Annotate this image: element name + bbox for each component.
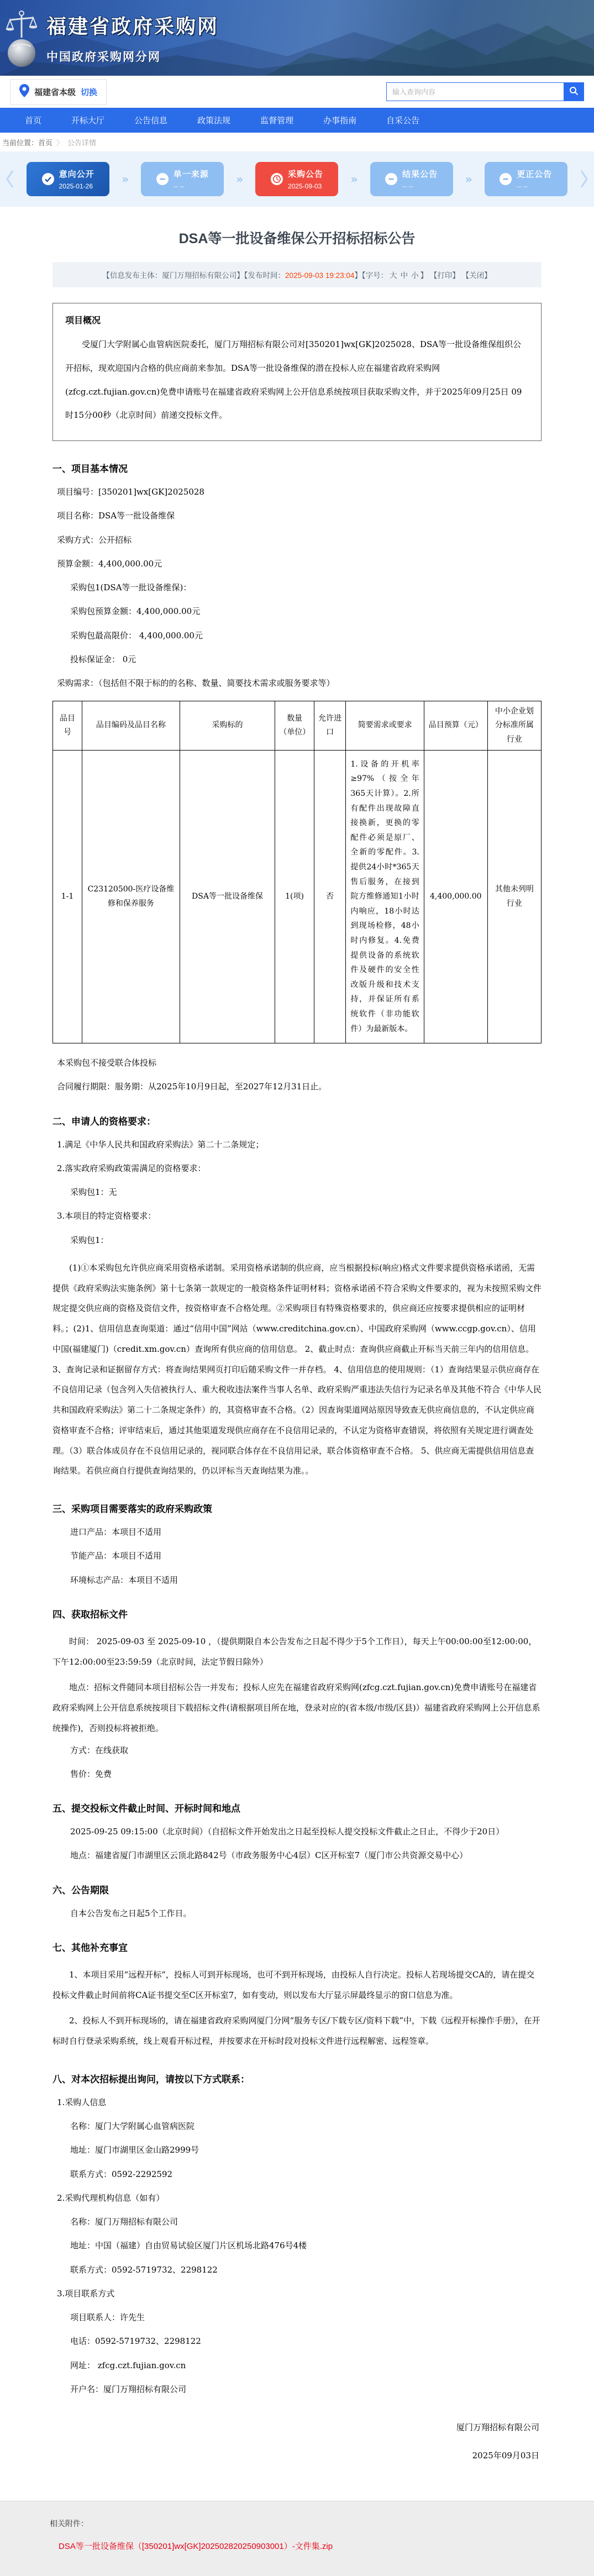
announcement-title: DSA等一批设备维保公开招标招标公告 bbox=[178, 231, 416, 246]
nav-item-policies[interactable]: 政策法规 bbox=[197, 116, 231, 125]
step-date: -- -- bbox=[402, 182, 413, 190]
step-correction-announcement[interactable] bbox=[485, 162, 567, 196]
region-name: 福建省本级 bbox=[34, 87, 76, 97]
col-header-subject: 采购标的 bbox=[180, 701, 275, 751]
step-procurement-announcement[interactable] bbox=[255, 162, 338, 196]
breadcrumb-current: 公告详情 bbox=[67, 138, 97, 147]
nav-item-guide[interactable]: 办事指南 bbox=[323, 116, 357, 125]
step-label: 结果公告 bbox=[402, 170, 438, 179]
steps-next-arrow[interactable] bbox=[580, 169, 588, 189]
site-subtitle: 中国政府采购网分网 bbox=[46, 51, 161, 64]
purchaser-name: 名称：厦门大学附属心血管病医院 bbox=[70, 2121, 195, 2132]
qualification-line: 2.落实政府采购政策需满足的资格要求： bbox=[57, 1163, 206, 1173]
field-project-code: 项目编号：[350201]wx[GK]2025028 bbox=[57, 487, 204, 497]
project-overview-box bbox=[52, 303, 542, 441]
step-date: 2025-01-26 bbox=[59, 182, 93, 190]
table-header-row bbox=[53, 701, 542, 751]
site-title: 福建省政府采购网 bbox=[46, 15, 219, 38]
announcement-meta bbox=[52, 262, 542, 287]
step-arrow-icon: » bbox=[465, 172, 472, 186]
search-input[interactable] bbox=[386, 82, 564, 101]
breadcrumb bbox=[0, 133, 594, 151]
minus-icon bbox=[385, 173, 397, 185]
section-1-heading: 一、项目基本情况 bbox=[52, 464, 128, 474]
minus-icon bbox=[500, 173, 512, 185]
announcement-period: 自本公告发布之日起5个工作日。 bbox=[70, 1908, 192, 1918]
step-result-announcement[interactable] bbox=[370, 162, 453, 196]
project-account-name: 开户名：厦门万翔招标有限公司 bbox=[70, 2384, 187, 2394]
supplementary-paragraph-2: 2、投标人不到开标现场的，请在福建省政府采购网厦门分网“服务专区/下载专区/资料下载”中，下载《远程开标操作手册》，在开标时自行登录采购系统，线上观看开标过程，并按要求在开标时段对投标文件进行远程解密、远程签章。 bbox=[52, 2016, 540, 2047]
agency-name: 名称：厦门万翔招标有限公司 bbox=[70, 2217, 178, 2227]
col-header-item-budget: 品目预算（元） bbox=[424, 701, 487, 751]
step-label: 更正公告 bbox=[517, 170, 553, 179]
field-budget-amount: 预算金额：4,400,000.00元 bbox=[57, 558, 162, 569]
close-button[interactable]: 【关闭】 bbox=[461, 271, 492, 280]
qualification-line: 1.满足《中华人民共和国政府采购法》第二十二条规定； bbox=[57, 1139, 264, 1150]
progress-steps bbox=[0, 151, 594, 207]
breadcrumb-home-link[interactable]: 首页 bbox=[38, 138, 53, 147]
cell-quantity: 1(项) bbox=[275, 750, 314, 1043]
col-header-import-allowed: 允许进口 bbox=[314, 701, 345, 751]
search-button[interactable] bbox=[564, 82, 584, 101]
agency-contact: 联系方式：0592-5719732、2298122 bbox=[70, 2264, 218, 2275]
step-date: -- -- bbox=[517, 182, 528, 190]
col-header-item-code-name: 品目编码及品目名称 bbox=[82, 701, 180, 751]
meta-publisher: 【信息发布主体：厦门万翔招标有限公司】【发布时间： bbox=[102, 271, 286, 280]
qualification-line: 采购包1：无 bbox=[70, 1187, 117, 1198]
bid-opening-place: 地点：福建省厦门市湖里区云顶北路842号（市政务服务中心4层）C区开标室7（厦门市公共资源交易中心） bbox=[70, 1850, 468, 1861]
site-logo-icon bbox=[6, 6, 38, 71]
font-size-large-button[interactable]: 大 bbox=[390, 271, 397, 280]
steps-prev-arrow[interactable] bbox=[6, 169, 14, 189]
section-7-heading: 七、其他补充事宜 bbox=[52, 1942, 128, 1953]
sub-header bbox=[0, 76, 594, 108]
cell-item-budget: 4,400,000.00 bbox=[424, 750, 487, 1043]
overview-body: 受厦门大学附属心血管病医院委托，厦门万翔招标有限公司对[350201]wx[GK]2025028、DSA等一批设备维保组织公开招标，现欢迎国内合格的供应商前来参加。DSA等一批设备维保的潜在投标人应在福建省政府采购网(zfcg.czt.fujian.gov.cn)免费申请账号在福建省政府采购网上公开信息系统按项目获取采购文件，并于2025年09月25日 09时15分00秒（北京时间）前递交投标文件。 bbox=[65, 339, 522, 421]
items-table bbox=[52, 701, 542, 1043]
check-icon bbox=[42, 173, 54, 185]
policy-environmental-label: 环境标志产品：本项目不适用 bbox=[70, 1575, 178, 1585]
doc-obtain-time: 时间： 2025-09-03 至 2025-09-10 ，（提供期限自本公告发布之日起不得少于5个工作日），每天上午00:00:00至12:00:00，下午12:00:00至23:59:59（北京时间，法定节假日除外） bbox=[52, 1636, 537, 1667]
purchaser-group-title: 1.采购人信息 bbox=[57, 2097, 107, 2107]
col-header-quantity: 数量（单位） bbox=[275, 701, 314, 751]
policy-energy-saving: 节能产品：本项目不适用 bbox=[70, 1551, 162, 1561]
step-single-source[interactable] bbox=[141, 162, 224, 196]
field-bid-bond: 投标保证金： 0元 bbox=[70, 654, 136, 664]
step-arrow-icon: » bbox=[350, 172, 358, 186]
nav-item-announcements[interactable]: 公告信息 bbox=[134, 116, 168, 125]
step-date: -- -- bbox=[173, 182, 185, 190]
signature-block bbox=[52, 2421, 542, 2461]
cell-item-no: 1-1 bbox=[53, 750, 82, 1043]
step-arrow-icon: » bbox=[122, 172, 129, 186]
overview-heading: 项目概况 bbox=[65, 316, 101, 326]
field-package-budget: 采购包预算金额：4,400,000.00元 bbox=[70, 606, 201, 617]
project-contact-person: 项目联系人：许先生 bbox=[70, 2312, 145, 2323]
attachment-file-link[interactable]: DSA等一批设备维保（[350201]wx[GK]202502820250903001）-文件集.zip bbox=[59, 2542, 333, 2552]
field-demand-note: 采购需求：（包括但不限于标的的名称、数量、简要技术需求或服务要求等） bbox=[57, 678, 335, 688]
cell-import-allowed: 否 bbox=[314, 750, 345, 1043]
field-package-title: 采购包1(DSA等一批设备维保)： bbox=[70, 583, 192, 592]
supplementary-paragraph-1: 1、本项目采用“远程开标”，投标人可到开标现场，也可不到开标现场，由投标人自行决定。投标人若现场提交CA的，请在提交投标文件截止时间前将CA证书提交至C区开标室7，如有变动，则以发布大厅显示屏最终显示的窗口信息为准。 bbox=[52, 1969, 535, 2000]
cell-sme-industry: 其他未列明行业 bbox=[487, 750, 541, 1043]
purchaser-address: 地址：厦门市湖里区金山路2999号 bbox=[70, 2145, 199, 2155]
section-6-heading: 六、公告期限 bbox=[52, 1885, 109, 1896]
section-4-heading: 四、获取招标文件 bbox=[52, 1609, 128, 1620]
location-pin-icon bbox=[19, 84, 29, 100]
meta-publish-time: 2025-09-03 19:23:04 bbox=[285, 271, 355, 280]
nav-item-bid-hall[interactable]: 开标大厅 bbox=[71, 116, 105, 125]
agency-group-title: 2.采购代理机构信息（如有） bbox=[57, 2192, 165, 2203]
signature-date: 2025年09月03日 bbox=[472, 2451, 539, 2461]
project-contact-website: 网址： zfcg.czt.fujian.gov.cn bbox=[70, 2360, 186, 2370]
breadcrumb-separator-icon: 〉 bbox=[56, 138, 64, 147]
policy-import-products: 进口产品：本项目不适用 bbox=[70, 1527, 162, 1538]
section-3-heading: 三、采购项目需要落实的政府采购政策 bbox=[52, 1504, 212, 1515]
section-2-heading: 二、申请人的资格要求： bbox=[52, 1116, 156, 1127]
project-contact-phone: 电话：0592-5719732、2298122 bbox=[70, 2336, 201, 2347]
font-size-small-button[interactable]: 小 bbox=[411, 271, 419, 280]
attachments-section bbox=[0, 2501, 594, 2576]
step-label: 意向公开 bbox=[59, 170, 94, 179]
search-icon bbox=[569, 86, 579, 97]
print-button[interactable]: 【打印】 bbox=[429, 271, 460, 280]
minus-icon bbox=[156, 173, 169, 185]
note-no-consortium: 本采购包不接受联合体投标 bbox=[57, 1058, 157, 1068]
doc-obtain-place: 地点：招标文件随同本项目招标公告一并发布；投标人应先在福建省政府采购网(zfcg.czt.fujian.gov.cn)免费申请账号在福建省政府采购网上公开信息系统按项目下载招标文件(请根据项目所在地，登录对应的(省本级/市级/区县)）福建省政府采购网上公开信息系统操作)，否则投标将被拒绝。 bbox=[52, 1682, 540, 1733]
doc-obtain-way: 方式：在线获取 bbox=[70, 1745, 129, 1755]
cell-requirements: 1.设备的开机率≥97%（按全年365天计算）。2.所有配件出现故障直接换新，更换的零配件必须是原厂、全新的零配件。3.提供24小时*365天售后服务，在接到院方维修通知1小时内响应，18小时达到现场检修，48小时内修复。4.免费提供设备的系统软件及硬件的安全性改版升级和技术支持，并保证所有系统软件（非功能软件）为最新版本。 bbox=[346, 750, 424, 1043]
note-contract-period: 合同履行期限：服务期：从2025年10月9日起，至2027年12月31日止。 bbox=[57, 1082, 327, 1092]
site-banner bbox=[0, 0, 594, 76]
nav-item-home[interactable]: 首页 bbox=[25, 116, 42, 125]
meta-text: 】 bbox=[420, 271, 428, 280]
step-label: 单一来源 bbox=[173, 170, 209, 179]
field-project-name: 项目名称：DSA等一批设备维保 bbox=[57, 511, 175, 521]
search-box bbox=[386, 82, 584, 101]
field-package-max-price: 采购包最高限价： 4,400,000.00元 bbox=[70, 630, 203, 641]
signature-company: 厦门万翔招标有限公司 bbox=[456, 2422, 539, 2433]
cell-subject: DSA等一批设备维保 bbox=[180, 750, 275, 1043]
breadcrumb-prefix: 当前位置： bbox=[2, 138, 39, 147]
col-header-sme-industry: 中小企业划分标准所属行业 bbox=[487, 701, 541, 751]
field-procurement-method: 采购方式：公开招标 bbox=[57, 534, 132, 545]
table-row bbox=[53, 750, 542, 1043]
agency-address: 地址：中国（福建）自由贸易试验区厦门片区机场北路476号4楼 bbox=[70, 2241, 307, 2251]
font-size-medium-button[interactable]: 中 bbox=[400, 271, 408, 280]
meta-text: 】【字号： bbox=[354, 271, 388, 280]
section-8-heading: 八、对本次招标提出询问，请按以下方式联系： bbox=[52, 2074, 250, 2085]
col-header-requirements: 简要需求或要求 bbox=[346, 701, 424, 751]
qualification-detail-paragraph: (1)①本采购包允许供应商采用资格承诺制。采用资格承诺制的供应商，应当根据投标(响应)格式文件要求提供资格承诺函，无需提供《政府采购法实施条例》第十七条第一款规定的一般资格条件证明材料；资格承诺函不符合采购文件要求的，视为未按照采购文件规定提交供应商的资格及资信文件，按资格审查不合格处理。②采购项目有特殊资格要求的，供应商还应按要求提供相应的证明材料。；(2)1、信用信息查询渠道：通过“信用中国”网站（www.creditchina.gov.cn）、中国政府采购网（www.ccgp.gov.cn）、信用中国(福建厦门)（credit.xm.gov.cn）查询所有供应商的信用信息。 2、截止时点：查询供应商截止开标当天前三年内的信用信息。 3、查询记录和证据留存方式：将查询结果网页打印后随采购文件一并存档。 4、信用信息的使用规则：（1）查询结果显示供应商存在不良信用记录（包含列入失信被执行人、重大税收违法案件当事人名单、政府采购严重违法失信行为记录名单及其他不符合《中华人民共和国政府采购法》第二十二条规定条件）的，其资格审查不合格。（2）因查询渠道网站原因导致查无供应商信息的，不认定供应商资格审查不合格；评审结束后，通过其他渠道发现供应商存在不良信用记录的，不认定为资格审查错误，将依照有关规定进行调查处理。（3）联合体成员存在不良信用记录的，视同联合体存在不良信用记录，联合体资格审查不合格。 5、供应商无需提供信用信息查询结果。若供应商自行提供查询结果的，仍以评标当天查询结果为准。。 bbox=[52, 1262, 542, 1476]
doc-obtain-price: 售价：免费 bbox=[70, 1769, 112, 1779]
step-arrow-icon: » bbox=[236, 172, 244, 186]
purchaser-contact: 联系方式：0592-2292592 bbox=[70, 2169, 173, 2179]
region-selector bbox=[10, 79, 107, 105]
step-label: 采购公告 bbox=[287, 170, 323, 179]
qualification-line: 采购包1： bbox=[70, 1235, 109, 1245]
nav-item-supervision[interactable]: 监督管理 bbox=[260, 116, 294, 125]
col-header-item-no: 品目号 bbox=[53, 701, 82, 751]
announcement-document bbox=[0, 207, 594, 2501]
main-nav bbox=[0, 108, 594, 133]
qualification-line: 3.本项目的特定资格要求： bbox=[57, 1211, 156, 1221]
clock-icon bbox=[271, 173, 283, 185]
project-contact-group-title: 3.项目联系方式 bbox=[57, 2288, 115, 2299]
nav-item-self-procurement[interactable]: 自采公告 bbox=[386, 116, 420, 125]
bid-deadline: 2025-09-25 09:15:00（北京时间）（自招标文件开始发出之日起至投标人提交投标文件截止之日止，不得少于20日） bbox=[70, 1827, 504, 1837]
region-switch-link[interactable]: 切换 bbox=[81, 87, 98, 97]
attachments-label: 相关附件： bbox=[50, 2519, 88, 2528]
cell-item-code-name: C23120500-医疗设备维修和保养服务 bbox=[82, 750, 180, 1043]
step-intent-publicity[interactable] bbox=[27, 162, 109, 196]
section-5-heading: 五、提交投标文件截止时间、开标时间和地点 bbox=[52, 1803, 240, 1814]
step-date: 2025-09-03 bbox=[287, 182, 322, 190]
